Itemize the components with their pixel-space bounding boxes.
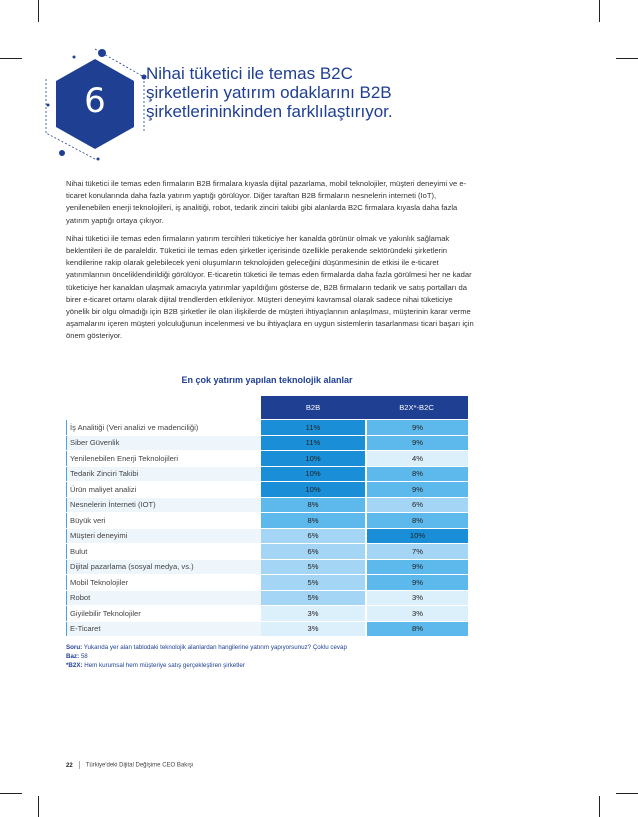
b2b-value: 11%: [261, 436, 365, 451]
table-row: [66, 529, 468, 544]
b2c-value: 10%: [365, 529, 468, 544]
title-line: Nihai tüketici ile temas B2C: [146, 64, 353, 83]
title-line: şirketlerininkinden farklılaştırıyor.: [146, 102, 393, 121]
table-row: [66, 482, 468, 497]
row-label: Yenilenebilen Enerji Teknolojileri: [66, 451, 261, 466]
b2c-value: 4%: [365, 451, 468, 466]
technology-investment-table: [66, 395, 468, 637]
section-number: 6: [84, 81, 106, 121]
row-label: Dijital pazarlama (sosyal medya, vs.): [66, 560, 261, 575]
note-text: Hem kurumsal hem müşteriye satış gerçekleştiren şirketler: [84, 662, 245, 669]
crop-mark: [616, 58, 638, 59]
b2c-value: 7%: [365, 544, 468, 559]
title-line: şirketlerin yatırım odaklarını B2B: [146, 83, 392, 102]
table-notes: [66, 643, 486, 670]
table-row: [66, 560, 468, 575]
row-label: E-Ticaret: [66, 622, 261, 637]
table-row: [66, 591, 468, 606]
b2b-value: 10%: [261, 467, 365, 482]
section-title: [146, 64, 446, 121]
table-row: [66, 575, 468, 590]
b2c-value: 3%: [365, 606, 468, 621]
table-row: [66, 436, 468, 451]
crop-mark: [599, 796, 600, 817]
row-label: Bulut: [66, 544, 261, 559]
table-row: [66, 451, 468, 466]
b2c-value: 8%: [365, 622, 468, 637]
row-label: Nesnelerin İnterneti (IOT): [66, 498, 261, 513]
b2c-value: 8%: [365, 467, 468, 482]
row-label: Robot: [66, 591, 261, 606]
crop-mark: [38, 0, 39, 22]
row-label: İş Analitiği (Veri analizi ve madenciliği): [66, 420, 261, 435]
row-label: Giyilebilir Teknolojiler: [66, 606, 261, 621]
table-row: [66, 544, 468, 559]
b2c-value: 9%: [365, 420, 468, 435]
b2c-value: 9%: [365, 436, 468, 451]
note-key: *B2X:: [66, 662, 83, 669]
column-header-b2b: B2B: [261, 396, 365, 419]
table-header-row: [66, 396, 468, 419]
crop-mark: [0, 58, 22, 59]
b2c-value: 6%: [365, 498, 468, 513]
table-row: [66, 513, 468, 528]
b2b-value: 6%: [261, 529, 365, 544]
footer-text: Türkiye'deki Dijital Değişime CEO Bakışı: [85, 762, 194, 769]
row-label: Mobil Teknolojiler: [66, 575, 261, 590]
note-text: Yukarıda yer alan tablodaki teknolojik alanlardan hangilerine yatırım yapıyorsunuz? Çoklu cevap: [83, 644, 347, 651]
b2b-value: 8%: [261, 513, 365, 528]
crop-mark: [0, 793, 22, 794]
table-title: En çok yatırım yapılan teknolojik alanlar: [181, 375, 353, 385]
b2b-value: 11%: [261, 420, 365, 435]
header-blank: [66, 396, 261, 419]
table-row: [66, 622, 468, 637]
row-label: Tedarik Zinciri Takibi: [66, 467, 261, 482]
body-text: [66, 178, 476, 349]
paragraph: Nihai tüketici ile temas eden firmaların yatırım tercihleri tüketiciye her kanalda görünür olmak ve yakınlık sağlamak beklentileri ile de paraleldir. Tüketici ile temas eden şirketler içerisinde özellikle perakende sektöründeki şirketlerin kendilerine rakip olarak gelebilecek yeni oluşumların teknolojiden geleceğini düşünmesinin de etkisi ile e-ticaret yatırımlarının önceliklendirildiği görülüyor. E-ticaretin tüketici ile temas eden firmalarda daha fazla görülmesi her ne kadar tüketiciye her kanaldan ulaşmak amacıyla yatırımlar yapıldığını gösterse de, B2B firmaların tedarik ve satış portalları da birer e-ticaret ortamı olarak dijital trendlerden etkileniyor. Müşteri deneyimi kavramsal olarak sadece nihai tüketiciye yönelik bir olgu olmadığı için B2B şirketler ile olan ilişkilerde de müşteri ihtiyaçlarının anlaşılması, müşterinin karar verme aşamalarını içeren müşteri yolculuğunun incelenmesi ve bu ihtiyaçlara en uygun sistemlerin tasarlanması ticari başarı için önem gösteriyor.: [66, 233, 474, 341]
table-row: [66, 606, 468, 621]
note-key: Baz:: [66, 653, 80, 660]
section-number-badge: [40, 45, 150, 165]
b2b-value: 5%: [261, 591, 365, 606]
b2b-value: 10%: [261, 482, 365, 497]
b2b-value: 8%: [261, 498, 365, 513]
page-number: 22: [66, 762, 73, 769]
table-row: [66, 467, 468, 482]
column-header-b2c: B2X*-B2C: [365, 396, 468, 419]
note-text: 58: [80, 653, 88, 660]
paragraph: Nihai tüketici ile temas eden firmaların B2B firmalara kıyasla dijital pazarlama, mobil teknolojiler, müşteri deneyimi ve e-ticaret konularında daha fazla yatırım yaptığı görülüyor. Diğer taraftan B2B firmaların nesnelerin interneti (IoT), yenilenebilen enerji teknolojileri, iş analitiği, robot, tedarik zinciri takibi gibi alanlarda B2C firmalara kıyasla daha fazla yatırım yaptığı ortaya çıkıyor.: [66, 179, 467, 225]
b2c-value: 9%: [365, 482, 468, 497]
b2c-value: 9%: [365, 560, 468, 575]
row-label: Siber Güvenlik: [66, 436, 261, 451]
b2b-value: 6%: [261, 544, 365, 559]
note-key: Soru:: [66, 644, 83, 651]
b2b-value: 5%: [261, 575, 365, 590]
b2c-value: 9%: [365, 575, 468, 590]
row-label: Büyük veri: [66, 513, 261, 528]
crop-mark: [616, 793, 638, 794]
crop-mark: [38, 796, 39, 817]
page-footer: [66, 761, 194, 769]
crop-mark: [599, 0, 600, 22]
b2b-value: 3%: [261, 606, 365, 621]
b2b-value: 3%: [261, 622, 365, 637]
row-label: Ürün maliyet analizi: [66, 482, 261, 497]
row-label: Müşteri deneyimi: [66, 529, 261, 544]
table-row: [66, 498, 468, 513]
footer-divider: [79, 761, 80, 769]
b2c-value: 3%: [365, 591, 468, 606]
b2b-value: 5%: [261, 560, 365, 575]
b2b-value: 10%: [261, 451, 365, 466]
table-row: [66, 420, 468, 435]
b2c-value: 8%: [365, 513, 468, 528]
